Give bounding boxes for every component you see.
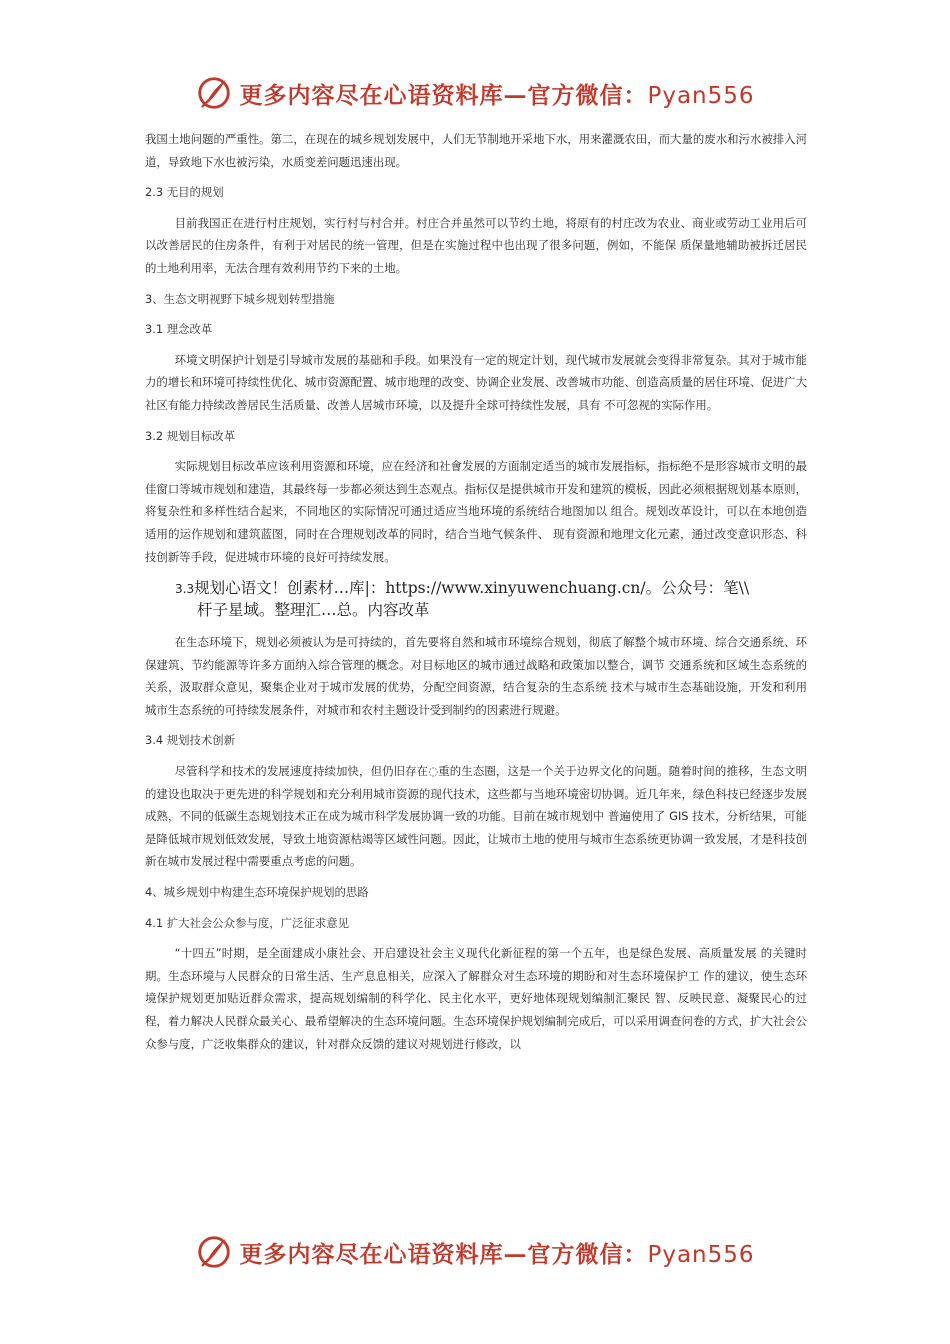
section-heading-line-1: 规划心语文！创素材…库|：https://www.xinyuwenchuang.cn/。公众号：笔\\ <box>194 579 750 598</box>
section-heading-3-3 <box>175 578 807 621</box>
document-body <box>145 128 807 1055</box>
paragraph: 尽管科学和技术的发展速度持续加快，但仍旧存在◌重的生态圈，这是一个关于边界文化的问题。随着时间的推移，生态文明的建设也取决于更先进的科学规划和充分利用城市资源的现代技术，这些都与当地环境密切协调。近几年来，绿色科技已经逐步发展成熟，不同的低碳生态规划技术正在成为城市科学发展协调一致的功能。目前在城市规划中 普遍使用了 GIS 技术，分析结果，可能是降低城市规划低效发展，导致土地资源枯竭等区域性问题。因此，让城市土地的使用与城市生态系统更协调一致发展，才是科技创新在城市发展过程中需要重点考虑的问题。 <box>145 764 807 869</box>
paragraph: 目前我国正在进行村庄规划，实行村与村合并。村庄合并虽然可以节约土地，将原有的村庄改为农业、商业或劳动工业用后可以改善居民的住房条件，有利于对居民的统一管理，但是在实施过程中也出现了很多问题，例如，不能保 质保量地辅助被拆迁居民的土地利用率，无法合理有效利用节约下来的土地。 <box>145 215 807 275</box>
banner-title: 更多内容尽在心语资料库 <box>239 81 504 109</box>
banner-account: Pyan556 <box>647 82 755 109</box>
section-heading-4-1: 4.1 扩大社会公众参与度，广泛征求意见 <box>145 915 349 930</box>
paragraph: 我国土地问题的严重性。第二，在现在的城乡规划发展中，人们无节制地开采地下水，用来灌溉农田，而大量的废水和污水被排入河道，导致地下水也被污染，水质变差问题迅速出现。 <box>145 132 807 169</box>
banner-dash: — <box>503 81 528 109</box>
section-heading-3: 3、生态文明视野下城乡规划转型措施 <box>145 291 335 306</box>
quill-logo-icon <box>195 74 233 112</box>
banner-account: Pyan556 <box>647 1241 755 1268</box>
banner-wechat-label: 官方微信： <box>527 1240 648 1268</box>
section-heading-3-4: 3.4 规划技术创新 <box>145 733 236 748</box>
section-heading-3-2: 3.2 规划目标改革 <box>145 428 236 443</box>
paragraph: 实际规划目标改革应该利用资源和环境，应在经济和社會发展的方面制定适当的城市发展指标，指标绝不是形容城市文明的最佳窗口等城市规划和建造，其最终每一步都必须达到生态观点。指标仅是提供城市开发和建筑的模板，因此必须根据规划基本原则，将复杂性和多样性结合起来，不同地区的实际情况可通过适应当地环境的系统结合地图加以 组合。规划改革设计，可以在本地创造适用的运作规划和建筑蓝图，同时在合理规划改革的同时，结合当地气候条件、 现有资源和地理文化元素，通过改变意识形态、科技创新等手段，促进城市环境的良好可持续发展。 <box>145 459 807 564</box>
banner-text <box>239 1236 754 1269</box>
section-number: 3.3 <box>175 582 195 597</box>
paragraph: 环境文明保护计划是引导城市发展的基础和手段。如果没有一定的规定计划，现代城市发展就会变得非常复杂。其对于城市能力的增长和环境可持续性优化、城市资源配置、城市地理的改变、协调企业发展、改善城市功能、创造高质量的居住环境、促进广大社区有能力持续改善居民生活质量、改善人居城市环境，以及提升全球可持续性发展，具有 不可忽视的实际作用。 <box>145 352 807 412</box>
banner-text <box>239 77 754 110</box>
banner-title: 更多内容尽在心语资料库 <box>239 1240 504 1268</box>
section-heading-line-2: 杆子星域。整理汇…总。内容改革 <box>197 601 430 620</box>
quill-logo-icon <box>195 1233 233 1271</box>
banner-dash: — <box>503 1240 528 1268</box>
banner-wechat-label: 官方微信： <box>527 81 648 109</box>
section-heading-4: 4、城乡规划中构建生态环境保护规划的思路 <box>145 885 369 900</box>
section-heading-2-3: 2.3 无目的规划 <box>145 185 224 200</box>
section-heading-3-1: 3.1 理念改革 <box>145 322 213 337</box>
header-banner <box>0 73 950 113</box>
paragraph: “十四五”时期，是全面建成小康社会、开启建设社会主义现代化新征程的第一个五年，也是绿色发展、高质量发展 的关键时期。生态环境与人民群众的日常生活、生产息息相关，应深入了解群众对生态环境的期盼和对生态环境保护工 作的建议，使生态环境保护规划更加贴近群众需求，提高规划编制的科学化、民主化水平，更好地体现规划编制汇聚民 智、反映民意、凝聚民心的过程，着力解决人民群众最关心、最希望解决的生态环境问题。生态环境保护规划编制完成后，可以采用调查问卷的方式，扩大社会公众参与度，广泛收集群众的建议，针对群众反馈的建议对规划进行修改，以 <box>145 946 807 1051</box>
paragraph: 在生态环境下，规划必须被认为是可持续的，首先要将自然和城市环境综合规划，彻底了解整个城市环境、综合交通系统、环保建筑、节约能源等许多方面纳入综合管理的概念。对目标地区的城市通过战略和政策加以整合，调节 交通系统和区域生态系统的关系，汲取群众意见，聚集企业对于城市发展的优势，分配空间资源，结合复杂的生态系统 技术与城市生态基础设施，开发和利用城市生态系统的可持续发展条件，对城市和农村主题设计受到制约的因素进行规避。 <box>145 635 807 717</box>
footer-banner <box>0 1232 950 1272</box>
